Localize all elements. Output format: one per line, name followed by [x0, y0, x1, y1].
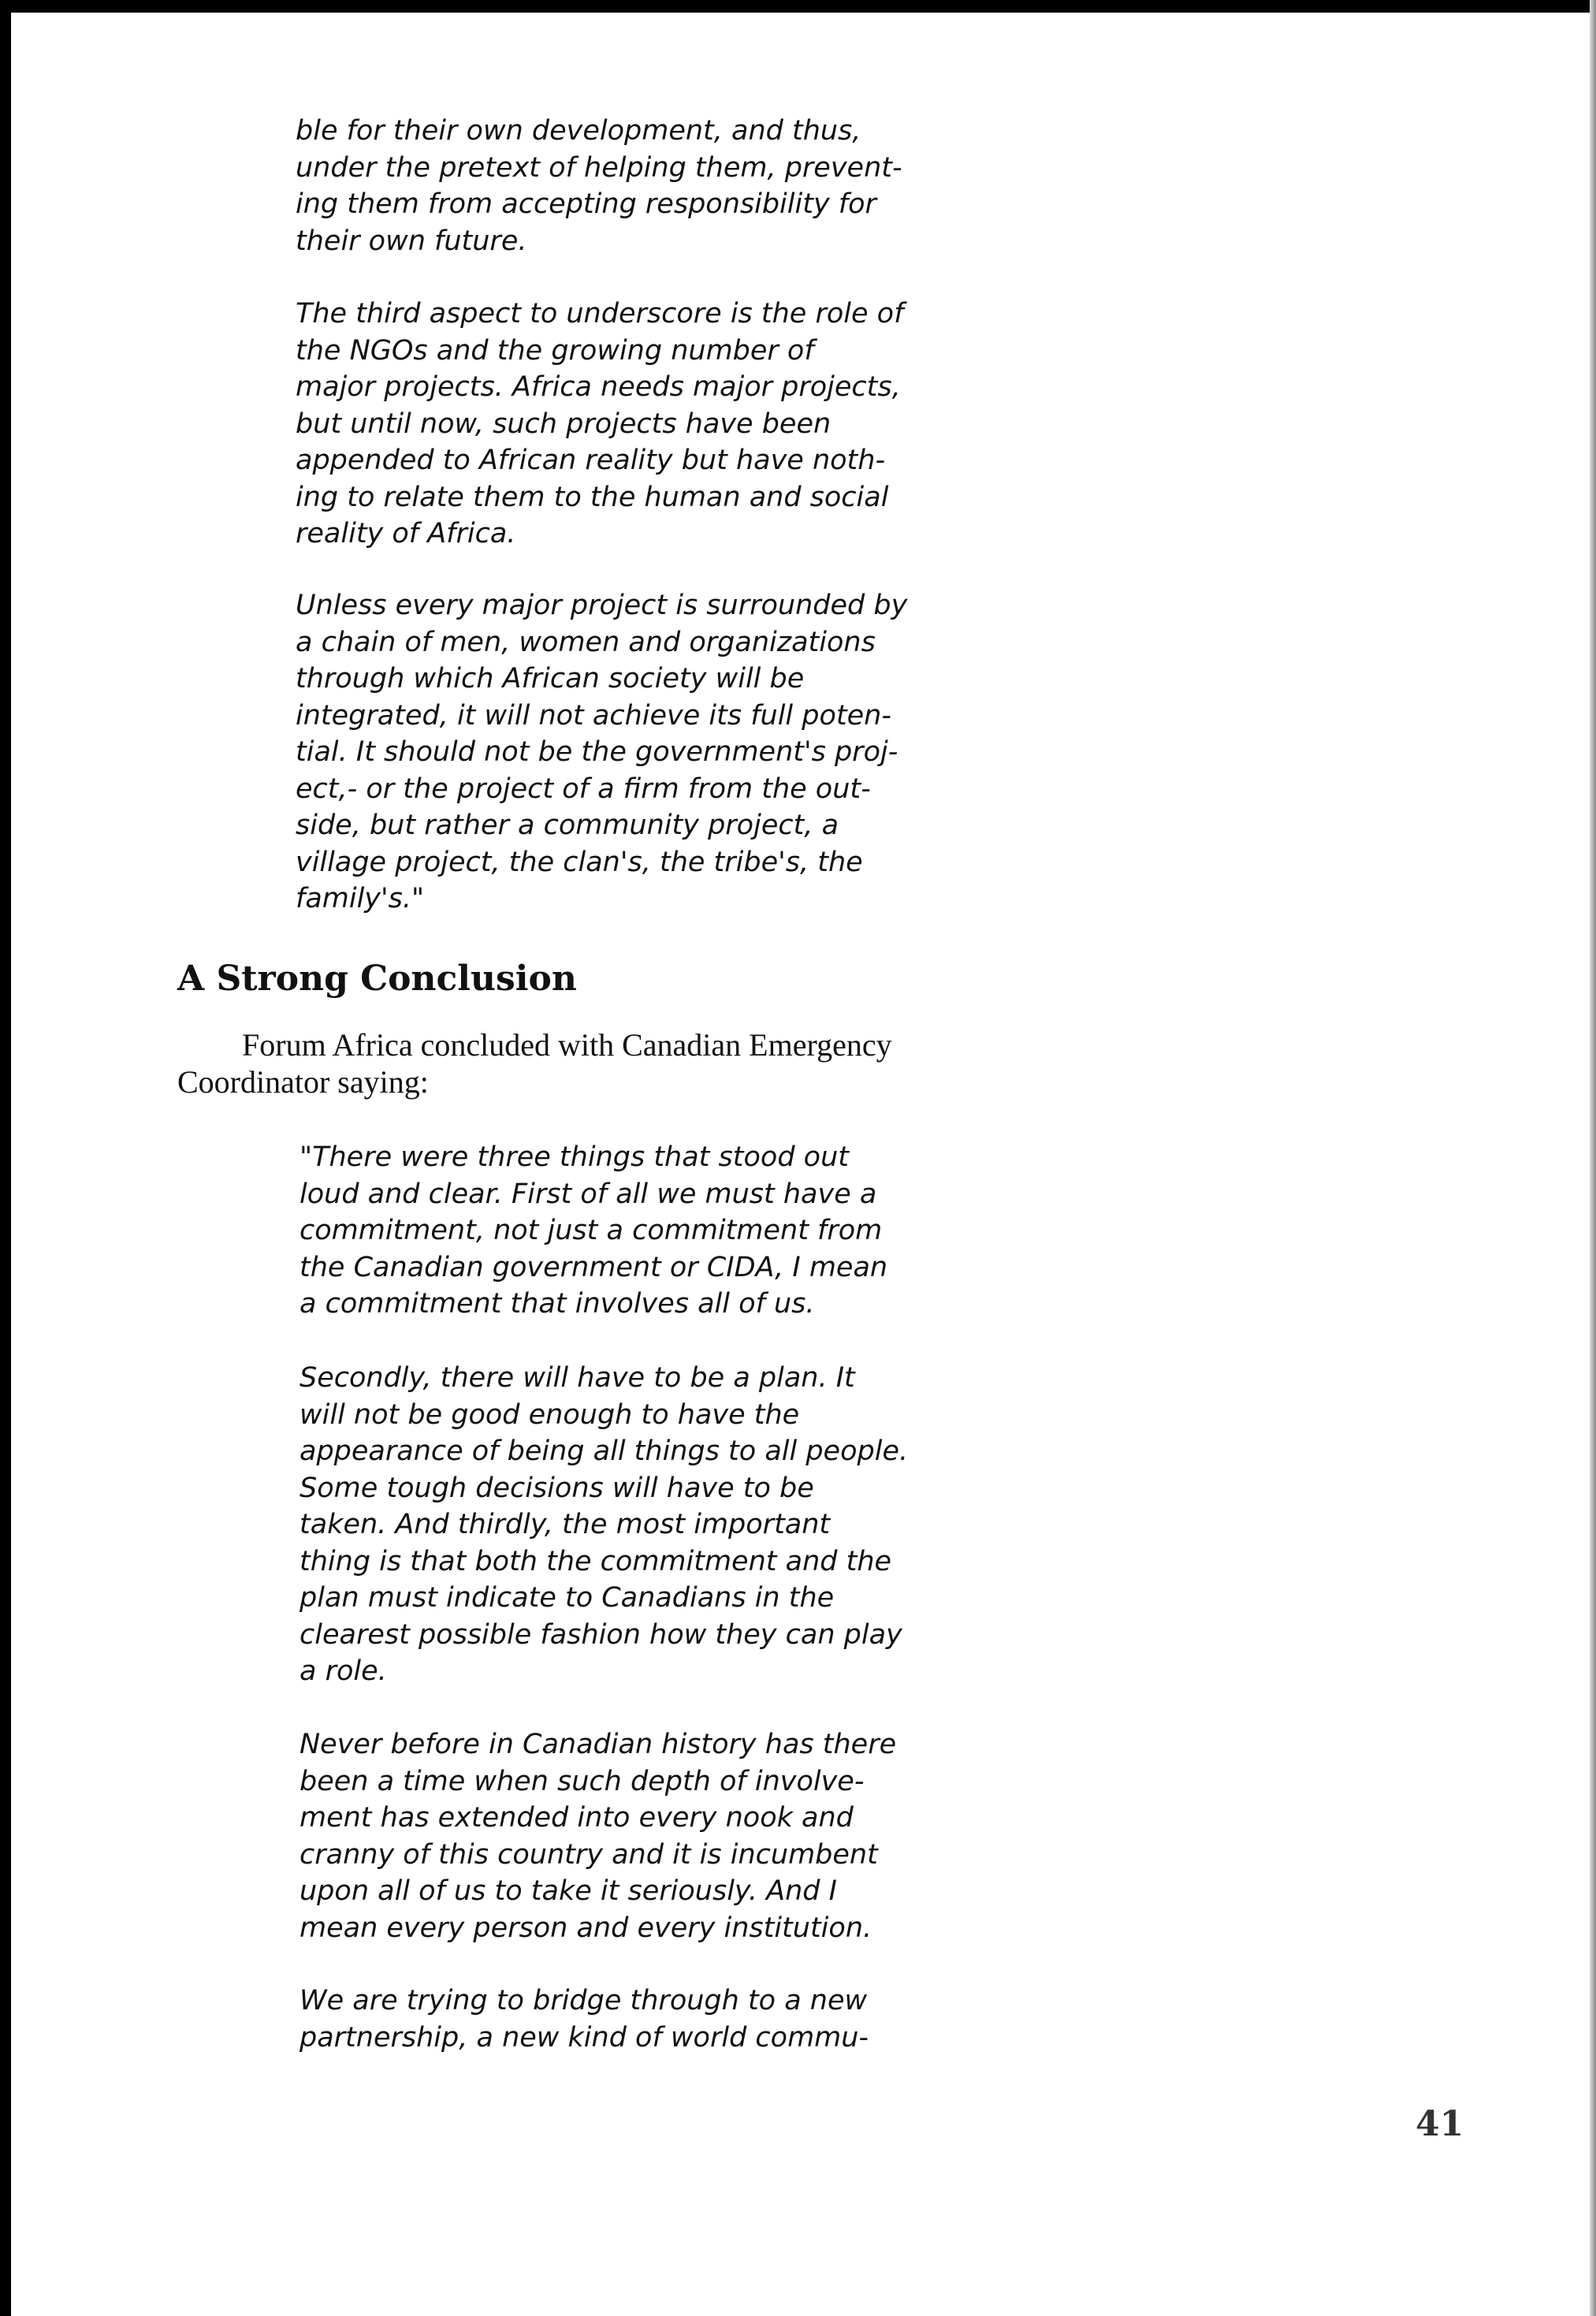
text-line: ble for their own development, and thus, [296, 115, 861, 147]
text-line: but until now, such projects have been [296, 408, 831, 440]
text-line: Unless every major project is surrounded by [296, 590, 908, 621]
text-line: will not be good enough to have the [299, 1398, 800, 1431]
quote-paragraph [296, 296, 903, 553]
text-line: under the pretext of helping them, prevent- [296, 151, 902, 184]
text-line: Some tough decisions will have to be [299, 1472, 814, 1504]
text-line: the NGOs and the growing number of [296, 334, 814, 367]
page-number: 41 [1416, 2104, 1464, 2144]
text-line: cranny of this country and it is incumbent [299, 1838, 878, 1871]
text-line: family's." [296, 883, 425, 914]
quote-paragraph [299, 1139, 887, 1323]
text-line: ing to relate them to the human and social [296, 481, 889, 513]
text-line: a chain of men, women and organizations [296, 626, 876, 658]
text-line: We are trying to bridge through to a new [299, 1985, 868, 2016]
text-line: reality of Africa. [296, 518, 516, 549]
quote-paragraph [299, 1360, 908, 1690]
text-line: major projects. Africa needs major projects, [296, 371, 901, 403]
text-line: the Canadian government or CIDA, I mean [299, 1251, 888, 1283]
text-line: upon all of us to take it seriously. And I [299, 1875, 837, 1907]
body-paragraph [177, 1026, 892, 1100]
text-line: Forum Africa concluded with Canadian Emergency [242, 1027, 892, 1063]
text-line: integrated, it will not achieve its full poten- [296, 699, 891, 732]
text-line: thing is that both the commitment and the [299, 1545, 892, 1577]
quote-paragraph [296, 587, 907, 918]
scan-edge-top [0, 0, 1596, 13]
text-line: tial. It should not be the government's proj- [296, 736, 898, 768]
section-heading: A Strong Conclusion [177, 959, 577, 999]
text-line: Coordinator saying: [177, 1064, 429, 1100]
scan-edge-right [1590, 0, 1596, 2316]
text-line: clearest possible fashion how they can play [299, 1618, 902, 1651]
text-line: side, but rather a community project, a [296, 810, 839, 841]
text-line: partnership, a new kind of world commu- [299, 2021, 869, 2053]
text-line: ing them from accepting responsibility for [296, 188, 876, 220]
text-line: commitment, not just a commitment from [299, 1215, 883, 1246]
text-line: appearance of being all things to all people. [299, 1435, 909, 1467]
text-line: ment has extended into every nook and [299, 1802, 854, 1834]
text-line: through which African society will be [296, 663, 805, 694]
text-line: "There were three things that stood out [299, 1141, 849, 1173]
text-line: their own future. [296, 225, 527, 257]
text-line: appended to African reality but have noth- [296, 445, 886, 476]
text-line: mean every person and every institution. [299, 1912, 872, 1944]
quote-paragraph [296, 113, 902, 259]
scan-edge-left [0, 0, 11, 2316]
text-line: The third aspect to underscore is the role of [296, 298, 904, 330]
quote-paragraph [299, 1983, 869, 2056]
text-line: a role. [299, 1655, 387, 1687]
text-line: a commitment that involves all of us. [299, 1288, 815, 1320]
text-line: ect,- or the project of a firm from the out- [296, 773, 871, 805]
text-line: loud and clear. First of all we must have a [299, 1178, 877, 1210]
text-line: village project, the clan's, the tribe's, the [296, 846, 863, 878]
text-line: been a time when such depth of involve- [299, 1765, 865, 1797]
text-line: plan must indicate to Canadians in the [299, 1582, 835, 1614]
text-line: Secondly, there will have to be a plan. It [299, 1362, 855, 1394]
text-line: Never before in Canadian history has there [299, 1729, 897, 1760]
quote-paragraph [299, 1726, 896, 1946]
text-line: taken. And thirdly, the most important [299, 1509, 831, 1540]
